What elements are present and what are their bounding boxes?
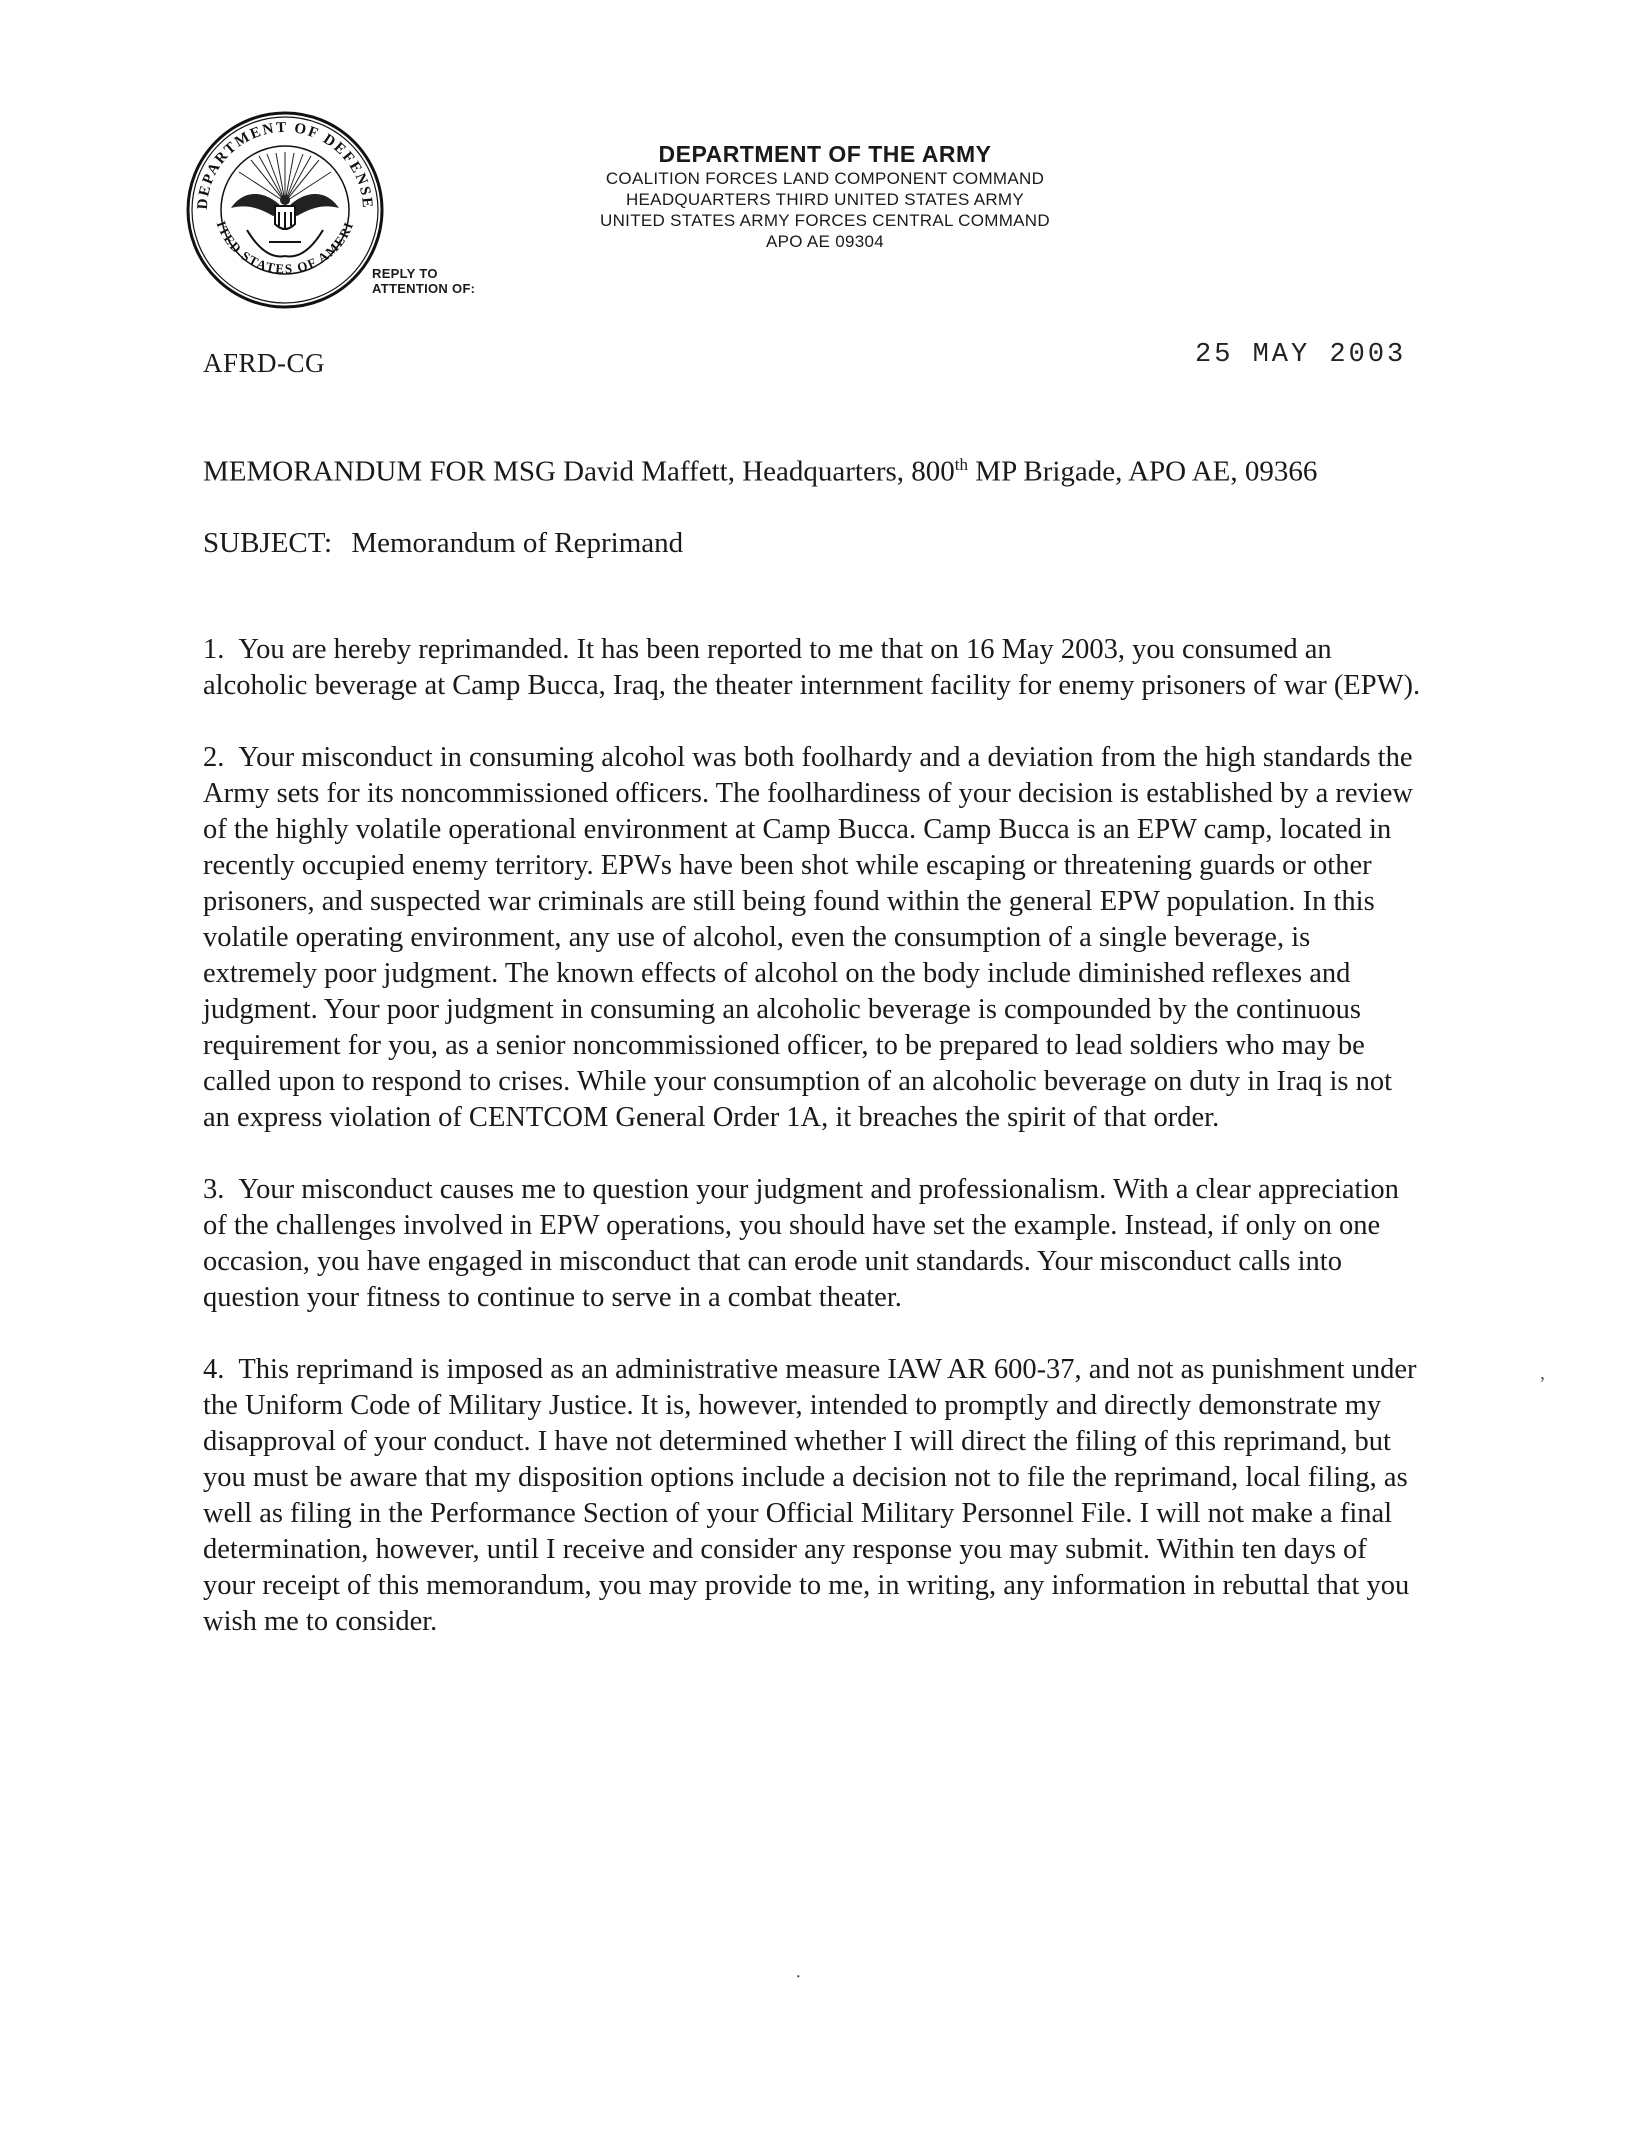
subject-label: SUBJECT: <box>203 527 333 559</box>
memorandum-for-prefix: MEMORANDUM FOR MSG David Maffett, Headquarters, 800 <box>203 455 955 488</box>
memorandum-for-line <box>203 455 1317 489</box>
paragraph-text: You are hereby reprimanded. It has been reported to me that on 16 May 2003, you consumed an alcoholic beverage at Camp Bucca, Iraq, the theater internment facility for enemy prisoners of war (EPW). <box>203 634 1421 701</box>
svg-text:DEPARTMENT OF DEFENSE: DEPARTMENT OF DEFENSE <box>194 119 376 211</box>
department-name: DEPARTMENT OF THE ARMY <box>658 141 992 167</box>
memorandum-for-suffix: MP Brigade, APO AE, 09366 <box>968 455 1318 488</box>
paragraph-3 <box>203 1172 1421 1316</box>
svg-text:UNITED STATES OF AMERICA: ITED STATES OF AMERI <box>213 218 357 277</box>
subject-text: Memorandum of Reprimand <box>351 527 684 559</box>
paragraph-number: 4. <box>203 1354 225 1385</box>
scan-speck: · <box>795 1966 802 1988</box>
letterhead-line: COALITION FORCES LAND COMPONENT COMMAND <box>605 169 1045 188</box>
attention-of-line: ATTENTION OF: <box>372 281 476 296</box>
letterhead-line: HEADQUARTERS THIRD UNITED STATES ARMY <box>625 190 1025 209</box>
subject-line <box>203 527 683 560</box>
department-of-defense-seal <box>185 110 385 310</box>
scan-speck: , <box>1540 1362 1545 1384</box>
paragraph-2 <box>203 740 1421 1136</box>
letterhead-address: APO AE 09304 <box>766 232 884 251</box>
memo-body <box>203 632 1421 1676</box>
letterhead <box>500 140 1150 252</box>
paragraph-number: 2. <box>203 742 225 773</box>
paragraph-text: Your misconduct causes me to question your judgment and professionalism. With a clear appreciation of the challenges involved in EPW operations, you should have set the example. Instead, if only on one occasion, you have engaged in misconduct that can erode unit standards. Your misconduct calls into question your fitness to continue to serve in a combat theater. <box>203 1174 1399 1313</box>
paragraph-number: 1. <box>203 634 225 665</box>
eagle-seal-icon <box>185 110 385 310</box>
paragraph-1 <box>203 632 1421 704</box>
reply-to-line: REPLY TO <box>372 266 438 281</box>
paragraph-text: Your misconduct in consuming alcohol was both foolhardy and a deviation from the high standards the Army sets for its noncommissioned officers. The foolhardiness of your decision is established by a review of the highly volatile operational environment at Camp Bucca. Camp Bucca is an EPW camp, located in recently occupied enemy territory. EPWs have been shot while escaping or threatening guards or other prisoners, and suspected war criminals are still being found within the general EPW population. In this volatile operating environment, any use of alcohol, even the consumption of a single beverage, is extremely poor judgment. The known effects of alcohol on the body include diminished reflexes and judgment. Your poor judgment in consuming an alcoholic beverage is compounded by the continuous requirement for you, as a senior noncommissioned officer, to be prepared to lead soldiers who may be called upon to respond to crises. While your consumption of an alcoholic beverage on duty in Iraq is not an express violation of CENTCOM General Order 1A, it breaches the spirit of that order. <box>203 742 1413 1133</box>
ordinal-suffix: th <box>954 455 969 474</box>
office-symbol: AFRD-CG <box>203 348 326 378</box>
letterhead-line: UNITED STATES ARMY FORCES CENTRAL COMMAND <box>600 211 1050 230</box>
paragraph-text: This reprimand is imposed as an administrative measure IAW AR 600-37, and not as punishment under the Uniform Code of Military Justice. It is, however, intended to promptly and directly demonstrate my disapproval of your conduct. I have not determined whether I will direct the filing of this reprimand, but you must be aware that my disposition options include a decision not to file the reprimand, local filing, as well as filing in the Performance Section of your Official Military Personnel File. I will not make a final determination, however, until I receive and consider any response you may submit. Within ten days of your receipt of this memorandum, you may provide to me, in writing, any information in rebuttal that you wish me to consider. <box>203 1354 1417 1637</box>
date-stamp: 25 MAY 2003 <box>1195 340 1407 370</box>
paragraph-4 <box>203 1352 1421 1640</box>
paragraph-number: 3. <box>203 1174 225 1205</box>
reply-to-label <box>372 266 475 296</box>
